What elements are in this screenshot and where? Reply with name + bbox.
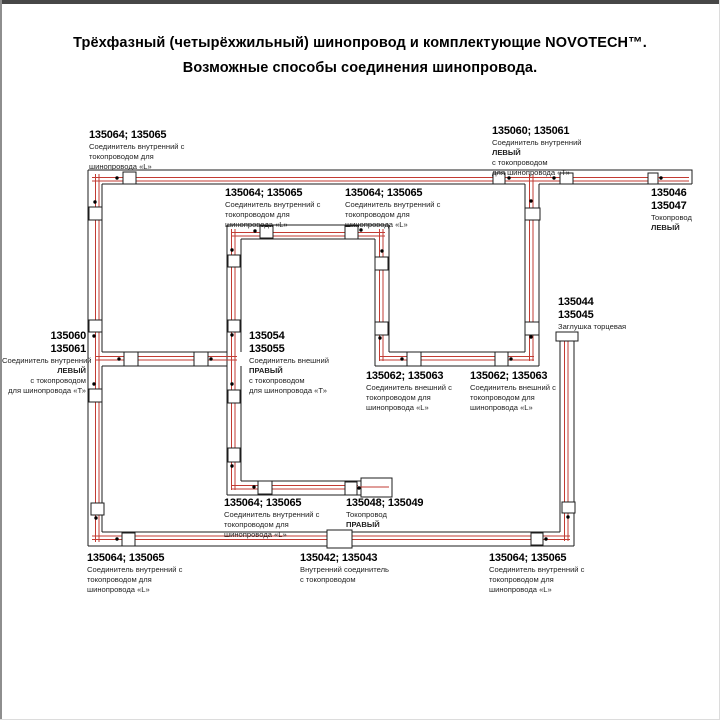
connector-box [375, 322, 388, 335]
junction-dot [115, 176, 118, 179]
label-connector-outer-L-1: 135062; 135063 Соединитель внешний с токопроводом для шинопровода «L» [366, 370, 452, 412]
junction-dot [529, 335, 532, 338]
junction-dot [252, 485, 255, 488]
junction-dot [92, 334, 95, 337]
junction-dot [93, 200, 96, 203]
label-connector-outer-L-2: 135062; 135063 Соединитель внешний с токопроводом для шинопровода «L» [470, 370, 556, 412]
junction-dot [115, 537, 118, 540]
connector-box [89, 207, 102, 220]
power-feed-left-plug [648, 173, 658, 184]
junction-dot [400, 357, 403, 360]
junction-dot [357, 486, 360, 489]
label-t-connector-outer-right: 135054 135055 Соединитель внешний ПРАВЫЙ с токопроводом для шинопровода «Т» [249, 330, 329, 395]
connector-box [228, 448, 240, 462]
label-connector-inner-L-mid-1: 135064; 135065 Соединитель внутренний с токопроводом для шинопровода «L» [225, 187, 321, 229]
junction-dot [509, 357, 512, 360]
connector-box [228, 255, 240, 267]
junction-dot [117, 357, 120, 360]
junction-dot [230, 464, 233, 467]
connector-box [89, 320, 102, 332]
connector-box [194, 352, 208, 366]
junction-dot [230, 382, 233, 385]
title-line-2: Возможные способы соединения шинопровода. [182, 60, 538, 76]
label-connector-inner-L-bottom-mid: 135064; 135065 Соединитель внутренний с токопроводом для шинопровода «L» [224, 497, 320, 539]
label-t-connector-left-side: 135060 135061 Соединитель внутренний ЛЕВЫЙ с токопроводом для шинопровода «Т» [2, 330, 92, 395]
junction-dot [544, 537, 547, 540]
junction-dot [380, 249, 383, 252]
label-connector-inner-L-top-left: 135064; 135065 Соединитель внутренний с токопроводом для шинопровода «L» [89, 129, 185, 171]
inline-connector-piece [327, 530, 352, 548]
label-connector-inner-L-bottom-left: 135064; 135065 Соединитель внутренний с токопроводом для шинопровода «L» [87, 552, 183, 594]
label-connector-inner-L-mid-2: 135064; 135065 Соединитель внутренний с токопроводом для шинопровода «L» [345, 187, 441, 229]
connector-box [91, 503, 104, 515]
connector-box [345, 482, 357, 495]
label-end-cap: 135044 135045 Заглушка торцевая [558, 296, 627, 331]
label-power-feed-left: 135046 135047 Токопровод ЛЕВЫЙ [651, 187, 692, 232]
junction-dot [378, 336, 381, 339]
connector-box [124, 352, 138, 366]
connector-box [531, 533, 543, 545]
label-power-feed-right: 135048; 135049 Токопровод ПРАВЫЙ [346, 497, 424, 529]
junction-dot [92, 382, 95, 385]
connector-box [495, 352, 508, 366]
connector-box [525, 208, 540, 220]
connector-box [258, 481, 272, 494]
image-border-left [0, 0, 2, 720]
connector-box [407, 352, 421, 366]
connector-box [562, 502, 575, 513]
connector-box [228, 320, 240, 332]
junction-dot [209, 357, 212, 360]
junction-dot [230, 333, 233, 336]
connector-box [375, 257, 388, 270]
title-line-1: Трёхфазный (четырёхжильный) шинопровод и комплектующие NOVOTECH™. [73, 35, 647, 51]
connector-box [89, 389, 102, 402]
connector-box [123, 172, 136, 184]
label-inline-connector: 135042; 135043 Внутренний соединитель с токопроводом [300, 552, 389, 584]
image-border-top [0, 0, 720, 4]
label-connector-inner-L-bottom-right: 135064; 135065 Соединитель внутренний с токопроводом для шинопровода «L» [489, 552, 585, 594]
junction-dot [230, 248, 233, 251]
end-cap-piece [556, 332, 578, 341]
junction-dot [94, 516, 97, 519]
label-t-connector-left-top: 135060; 135061 Соединитель внутренний ЛЕВЫЙ с токопроводом для шинопровода «Т» [492, 125, 582, 177]
connector-box [228, 390, 240, 403]
connector-box [525, 322, 539, 335]
junction-dot [566, 515, 569, 518]
junction-dot [529, 199, 532, 202]
junction-dot [659, 176, 662, 179]
connector-box [122, 533, 135, 546]
